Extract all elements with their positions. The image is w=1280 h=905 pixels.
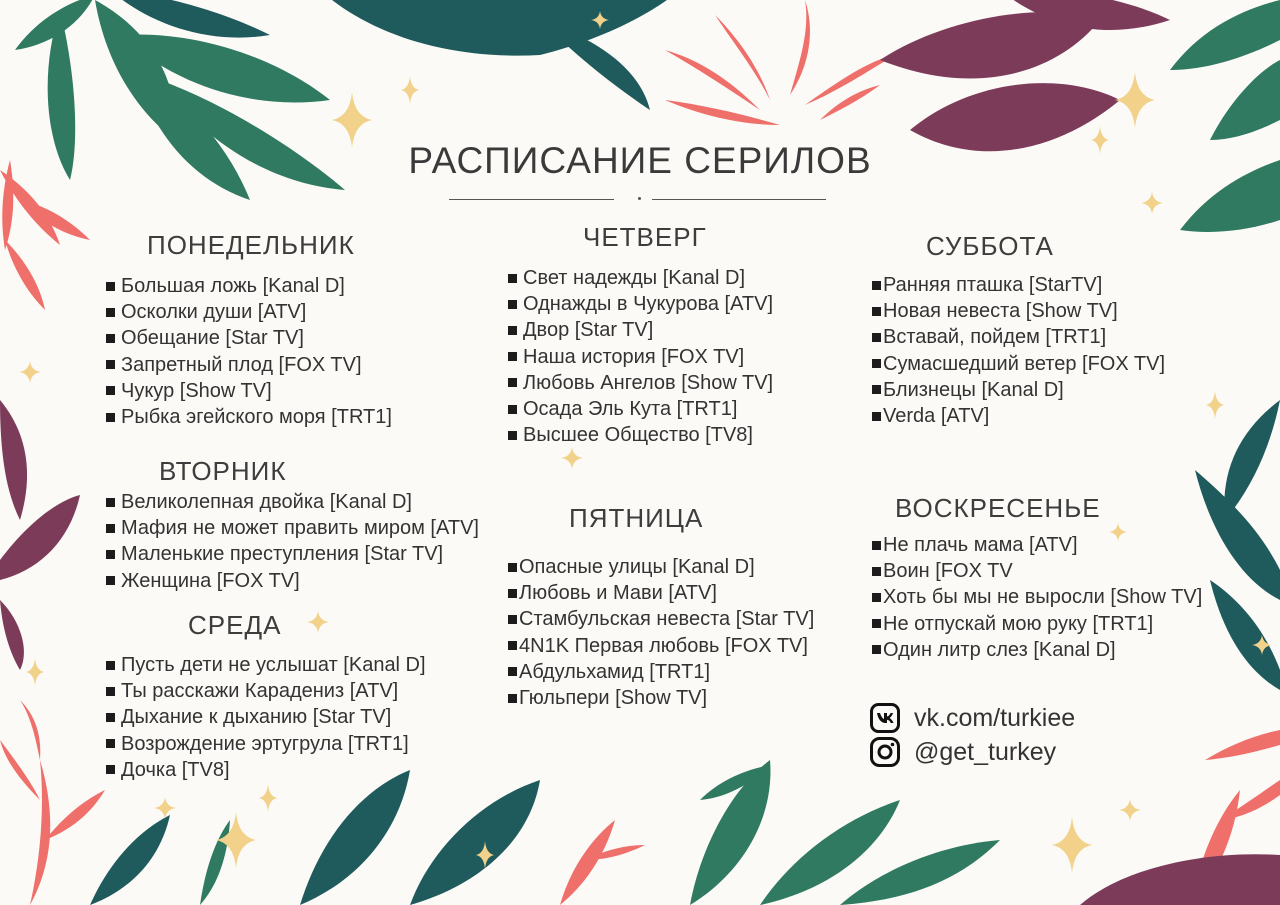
list-item (508, 370, 773, 396)
bullet-icon (872, 412, 881, 421)
bullet-icon (508, 667, 517, 676)
list-item (508, 606, 814, 632)
show-title: Вставай, пойдем [TRT1] (883, 326, 1107, 349)
show-title: Маленькие преступления [Star TV] (121, 543, 444, 566)
show-title: Не плачь мама [ATV] (883, 534, 1078, 556)
list-item (872, 272, 1165, 298)
show-list-friday (508, 554, 814, 711)
list-item (106, 541, 479, 567)
bullet-icon (508, 300, 517, 309)
show-title: Один литр слез [Kanal D] (883, 638, 1116, 661)
bullet-icon (872, 385, 881, 394)
show-title: Наша история [FOX TV] (523, 345, 745, 368)
list-item (872, 324, 1165, 350)
title-divider-left (449, 199, 614, 200)
bullet-icon (106, 765, 115, 774)
list-item (508, 344, 773, 370)
list-item (106, 273, 392, 299)
show-title: Осколки души [ATV] (121, 301, 307, 324)
bullet-icon (508, 274, 517, 283)
list-item (508, 580, 814, 606)
day-heading-sunday: ВОСКРЕСЕНЬЕ (895, 493, 1101, 523)
bullet-icon (106, 576, 115, 585)
show-title: Хоть бы мы не выросли [Show TV] (883, 586, 1203, 609)
list-item (106, 515, 479, 541)
show-title: Возрождение эртугрула [TRT1] (121, 732, 409, 755)
show-title: Пусть дети не услышат [Kanal D] (121, 654, 426, 676)
instagram-link[interactable] (870, 737, 1056, 767)
day-heading-wednesday: СРЕДА (188, 610, 282, 640)
show-title: Стамбульская невеста [Star TV] (519, 608, 815, 631)
bullet-icon (872, 593, 881, 602)
bullet-icon (106, 713, 115, 722)
show-title: Чукур [Show TV] (121, 379, 272, 402)
page-title: РАСПИСАНИЕ СЕРИЛОВ (408, 140, 872, 181)
bullet-icon (106, 413, 115, 422)
show-title: Дочка [TV8] (121, 758, 230, 781)
show-title: Опасные улицы [Kanal D] (519, 556, 755, 578)
day-heading-friday: ПЯТНИЦА (569, 503, 704, 533)
bullet-icon (872, 619, 881, 628)
show-title: Любовь и Мави [ATV] (519, 582, 717, 605)
list-item (106, 568, 479, 594)
show-title: Высшее Общество [TV8] (523, 424, 753, 447)
show-title: Двор [Star TV] (523, 319, 654, 342)
title-divider-right (652, 199, 826, 200)
show-title: Мафия не может править миром [ATV] (121, 517, 479, 540)
list-item (106, 404, 392, 430)
list-item (872, 637, 1202, 663)
bullet-icon (106, 308, 115, 317)
show-title: Запретный плод [FOX TV] (121, 353, 362, 376)
vk-handle: vk.com/turkiee (914, 703, 1076, 732)
bullet-icon (508, 352, 517, 361)
bullet-icon (508, 589, 517, 598)
show-title: Сумасшедший ветер [FOX TV] (883, 352, 1166, 375)
day-heading-thursday: ЧЕТВЕРГ (583, 222, 707, 252)
bullet-icon (106, 386, 115, 395)
show-title: Великолепная двойка [Kanal D] (121, 491, 412, 513)
bullet-icon (106, 334, 115, 343)
bullet-icon (872, 307, 881, 316)
bullet-icon (508, 431, 517, 440)
show-list-thursday (508, 265, 773, 448)
instagram-icon (870, 737, 900, 767)
show-title: Ранняя пташка [StarTV] (883, 274, 1103, 296)
show-title: Гюльпери [Show TV] (519, 686, 708, 709)
show-title: Близнецы [Kanal D] (883, 378, 1064, 401)
bullet-icon (872, 281, 881, 290)
day-heading-saturday: СУББОТА (926, 231, 1054, 261)
show-title: Большая ложь [Kanal D] (121, 275, 345, 297)
list-item (106, 325, 392, 351)
bullet-icon (106, 524, 115, 533)
list-item (106, 678, 426, 704)
list-item (872, 351, 1165, 377)
list-item (508, 291, 773, 317)
bullet-icon (508, 405, 517, 414)
list-item (106, 378, 392, 404)
list-item (508, 396, 773, 422)
list-item (872, 403, 1165, 429)
show-title: Ты расскажи Карадениз [ATV] (121, 680, 399, 703)
list-item (508, 317, 773, 343)
show-title: Воин [FOX TV (883, 560, 1013, 583)
list-item (872, 532, 1202, 558)
show-list-sunday (872, 532, 1202, 663)
bullet-icon (872, 567, 881, 576)
list-item (106, 731, 426, 757)
show-title: Любовь Ангелов [Show TV] (523, 371, 774, 394)
list-item (508, 659, 814, 685)
show-list-wednesday (106, 652, 426, 783)
instagram-handle: @get_turkey (914, 737, 1057, 766)
show-list-tuesday (106, 489, 479, 594)
bullet-icon (508, 563, 517, 572)
bullet-icon (106, 498, 115, 507)
bullet-icon (508, 378, 517, 387)
day-heading-monday: ПОНЕДЕЛЬНИК (147, 230, 355, 260)
list-item (106, 299, 392, 325)
list-item (872, 558, 1202, 584)
bullet-icon (872, 333, 881, 342)
vk-icon (870, 703, 900, 733)
bullet-icon (106, 739, 115, 748)
show-title: Не отпускай мою руку [TRT1] (883, 612, 1154, 635)
bullet-icon (106, 550, 115, 559)
bullet-icon (106, 661, 115, 670)
show-list-monday (106, 273, 392, 430)
list-item (872, 611, 1202, 637)
show-title: Рыбка эгейского моря [TRT1] (121, 405, 392, 428)
bullet-icon (106, 282, 115, 291)
show-list-saturday (872, 272, 1165, 429)
list-item (106, 489, 479, 515)
bullet-icon (872, 645, 881, 654)
show-title: Verda [ATV] (883, 404, 990, 427)
bullet-icon (508, 615, 517, 624)
bullet-icon (106, 360, 115, 369)
bullet-icon (508, 326, 517, 335)
bullet-icon (872, 541, 881, 550)
list-item (106, 352, 392, 378)
bullet-icon (106, 687, 115, 696)
list-item (872, 377, 1165, 403)
show-title: 4N1K Первая любовь [FOX TV] (519, 634, 808, 657)
list-item (106, 757, 426, 783)
show-title: Однажды в Чукурова [ATV] (523, 293, 774, 316)
bullet-icon (872, 359, 881, 368)
bullet-icon (508, 641, 517, 650)
list-item (508, 265, 773, 291)
list-item (872, 584, 1202, 610)
title-divider-dot (638, 197, 641, 200)
show-title: Новая невеста [Show TV] (883, 300, 1118, 323)
show-title: Абдульхамид [TRT1] (519, 660, 711, 683)
show-title: Свет надежды [Kanal D] (523, 267, 746, 289)
list-item (508, 554, 814, 580)
vk-link[interactable] (870, 703, 1075, 733)
list-item (508, 633, 814, 659)
show-title: Женщина [FOX TV] (121, 569, 300, 592)
list-item (872, 298, 1165, 324)
list-item (508, 685, 814, 711)
show-title: Осада Эль Кута [TRT1] (523, 397, 738, 420)
show-title: Дыхание к дыханию [Star TV] (121, 706, 392, 729)
show-title: Обещание [Star TV] (121, 327, 304, 350)
bullet-icon (508, 694, 517, 703)
list-item (508, 422, 773, 448)
list-item (106, 652, 426, 678)
list-item (106, 704, 426, 730)
day-heading-tuesday: ВТОРНИК (159, 456, 287, 486)
